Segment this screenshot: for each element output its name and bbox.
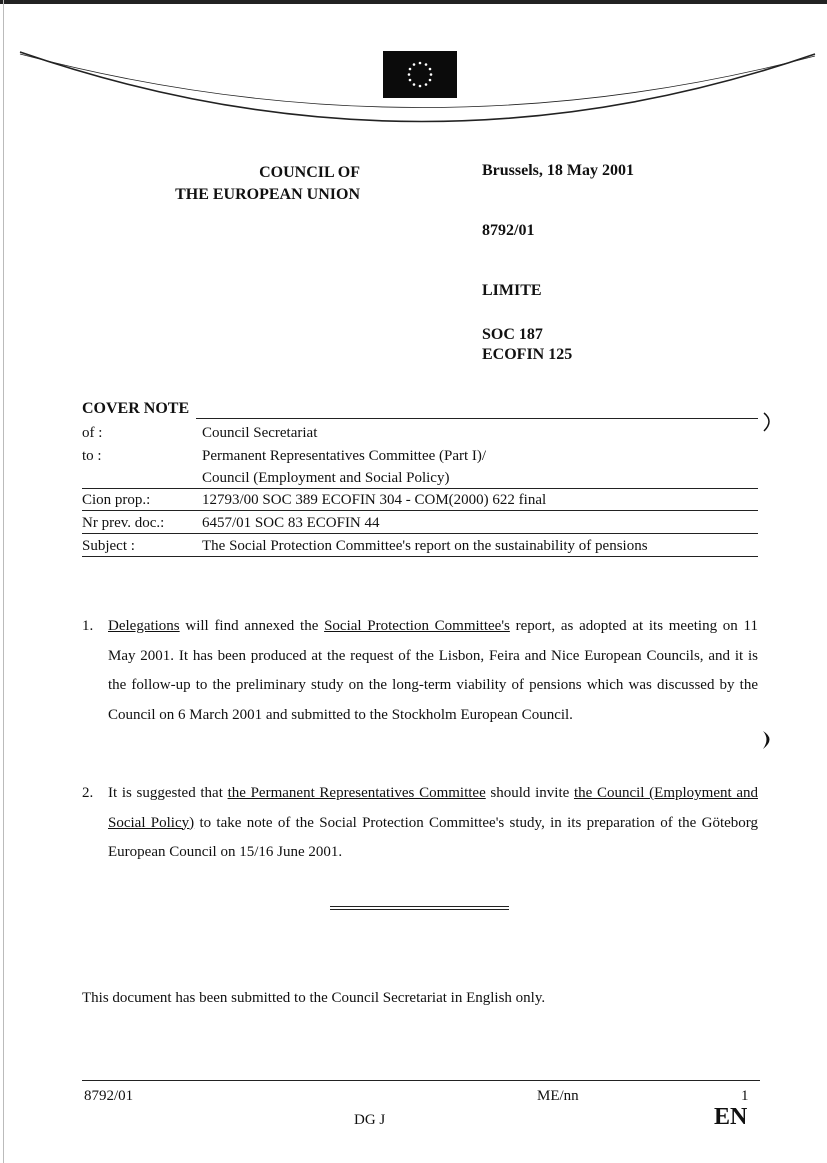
text-span: to take note of the Social Protection Committee's study, in its preparation of the Göteborg European Council on 15/16 June 2001. bbox=[108, 814, 759, 860]
footer-initials: ME/nn bbox=[537, 1088, 579, 1104]
top-edge-bar bbox=[0, 0, 827, 4]
paragraph-2 bbox=[82, 779, 758, 868]
row-cion-value: 12793/00 SOC 389 ECOFIN 304 - COM(2000) 622 final bbox=[202, 492, 547, 508]
council-line-1: COUNCIL OF bbox=[259, 164, 360, 181]
document-date: Brussels, 18 May 2001 bbox=[482, 162, 634, 179]
scan-bracket-mark-icon bbox=[760, 410, 780, 434]
scan-punch-mark-icon bbox=[760, 727, 780, 751]
text-span: should invite bbox=[485, 785, 574, 801]
text-span: Delegations bbox=[108, 618, 180, 634]
row-divider bbox=[82, 533, 758, 534]
row-subject-value: The Social Protection Committee's report on the sustainability of pensions bbox=[202, 538, 648, 554]
issuing-body bbox=[150, 162, 360, 206]
end-of-text-divider bbox=[330, 906, 509, 910]
footer-language: EN bbox=[714, 1104, 748, 1130]
text-span: It is suggested that bbox=[108, 785, 228, 801]
code-ecofin: ECOFIN 125 bbox=[482, 346, 573, 363]
paragraph-number: 2. bbox=[82, 785, 94, 801]
row-cion-label: Cion prop.: bbox=[82, 492, 151, 508]
row-prev-label: Nr prev. doc.: bbox=[82, 515, 165, 531]
text-span: Social Protection Committee's bbox=[324, 618, 510, 634]
row-of-value: Council Secretariat bbox=[202, 425, 318, 441]
row-prev-value: 6457/01 SOC 83 ECOFIN 44 bbox=[202, 515, 380, 531]
classification: LIMITE bbox=[482, 282, 542, 299]
footer-doc-number: 8792/01 bbox=[84, 1088, 134, 1104]
footer-dg: DG J bbox=[354, 1112, 386, 1128]
code-soc: SOC 187 bbox=[482, 326, 543, 343]
text-span: report, as adopted at its meeting on 11 May 2001. It has been produced at the request of the Lisbon, Feira and Nice European Councils, and it is the follow-up to the preliminary study on the long-term viability of pensions which was discussed by the Council on 6 March 2001 and submitted to the Stockholm European Council. bbox=[108, 618, 758, 723]
row-subject-label: Subject : bbox=[82, 538, 135, 554]
row-of-label: of : bbox=[82, 425, 103, 441]
row-to-value: Permanent Representatives Committee (Part I)/ bbox=[202, 448, 487, 464]
row-divider bbox=[82, 556, 758, 557]
footer-rule bbox=[82, 1080, 760, 1081]
row-divider bbox=[82, 488, 758, 489]
left-scan-edge bbox=[3, 0, 4, 1163]
text-span: the Council (Employment and Social Policy) bbox=[108, 785, 758, 831]
row-to-value-2: Council (Employment and Social Policy) bbox=[202, 470, 450, 486]
row-divider bbox=[82, 510, 758, 511]
language-note: This document has been submitted to the Council Secretariat in English only. bbox=[82, 990, 546, 1006]
text-span: the Permanent Representatives Committee bbox=[227, 785, 486, 801]
text-span: will find annexed the bbox=[179, 618, 325, 634]
cover-note-rule bbox=[196, 418, 758, 419]
eu-flag-icon bbox=[383, 51, 457, 98]
document-number: 8792/01 bbox=[482, 222, 535, 239]
council-line-2: THE EUROPEAN UNION bbox=[175, 186, 360, 203]
paragraph-number: 1. bbox=[82, 618, 94, 634]
cover-note-title: COVER NOTE bbox=[82, 400, 190, 417]
row-to-label: to : bbox=[82, 448, 102, 464]
paragraph-1 bbox=[82, 612, 758, 730]
footer-page-number: 1 bbox=[741, 1088, 749, 1104]
